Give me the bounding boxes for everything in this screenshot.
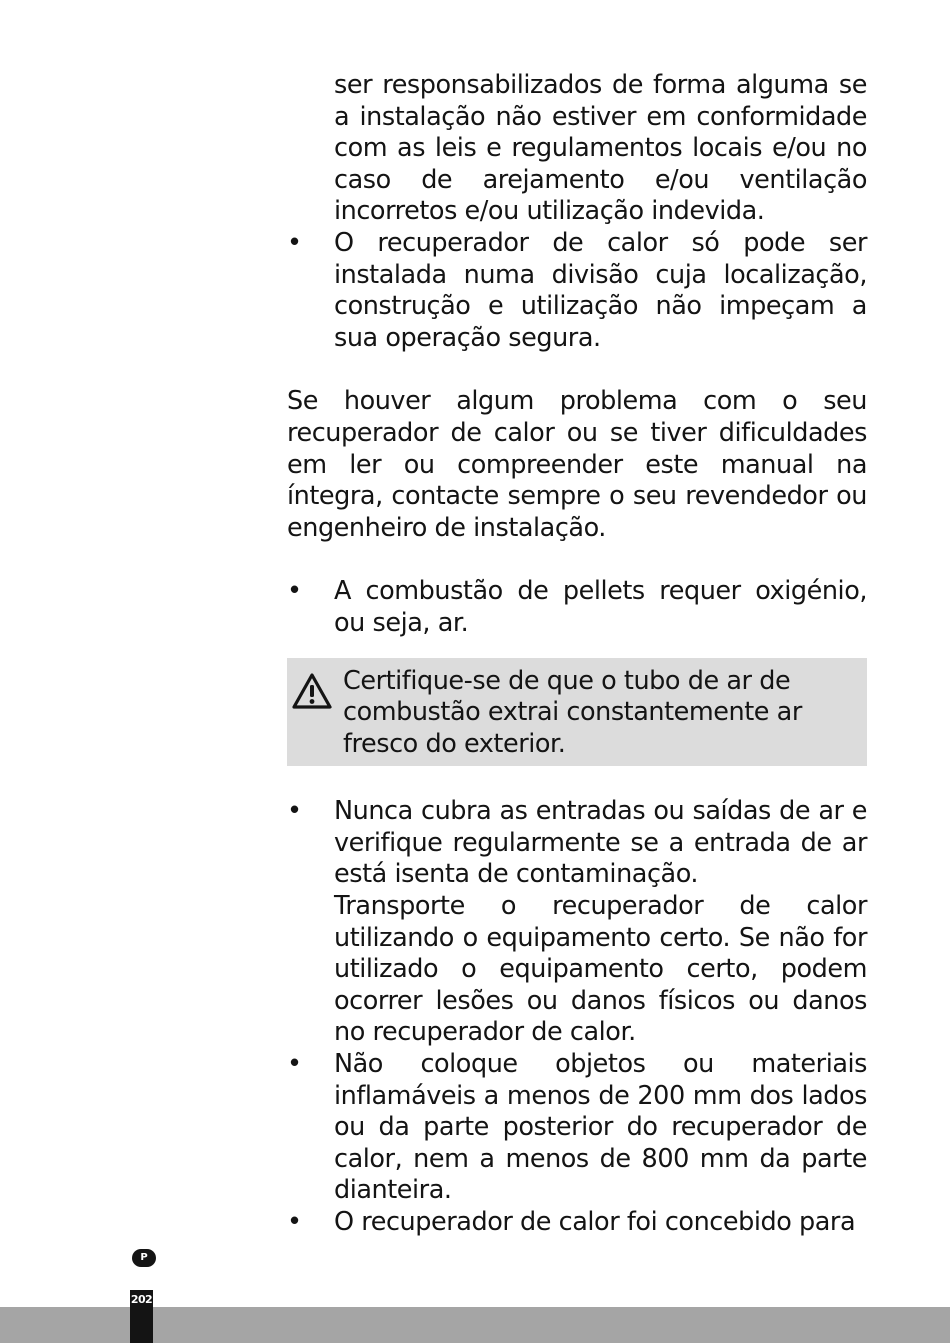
bullet-text: A combustão de pellets requer oxigénio, ou seja, ar. (334, 576, 867, 638)
bullet-item-combustion-oxygen (287, 576, 867, 639)
bullet-icon: • (287, 576, 302, 607)
continued-text: ser responsabilizados de forma alguma se a instalação não estiver em conformidade com as leis e regulamentos locais e/ou no caso de arejamento e/ou ventilação incorretos e/ou utilização indevida. (334, 70, 867, 227)
language-badge: P (132, 1249, 156, 1267)
bullet-text: Nunca cubra as entradas ou saídas de ar e verifique regularmente se a entrada de ar está isenta de contaminação. (334, 796, 867, 890)
bullet-icon: • (287, 1049, 302, 1080)
bullet-item-flammable-materials (287, 1049, 867, 1207)
bullet-item-air-inlets (287, 796, 867, 1049)
bullet-icon: • (287, 227, 302, 258)
document-body (287, 70, 867, 1239)
bullet-text: O recuperador de calor foi concebido para (334, 1207, 856, 1237)
bullet-text-continued: Transporte o recuperador de calor utilizando o equipamento certo. Se não for utilizado o equipamento certo, podem ocorrer lesões ou danos físicos ou danos no recuperador de calor. (334, 891, 867, 1048)
warning-box (287, 658, 867, 767)
bullet-text: Não coloque objetos ou materiais inflamáveis a menos de 200 mm dos lados ou da parte posterior do recuperador de calor, nem a menos de 800 mm da parte dianteira. (334, 1049, 867, 1206)
warning-triangle-icon (291, 672, 333, 710)
bullet-icon: • (287, 1207, 302, 1237)
contact-paragraph: Se houver algum problema com o seu recuperador de calor ou se tiver dificuldades em ler ou compreender este manual na íntegra, contacte sempre o seu revendedor ou engenheiro de instalação. (287, 386, 867, 543)
page-number: 202 (130, 1293, 153, 1306)
bullet-text: O recuperador de calor só pode ser instalada numa divisão cuja localização, construção e utilização não impeçam a sua operação segura. (334, 227, 867, 353)
warning-text: Certifique-se de que o tubo de ar de combustão extrai constantemente ar fresco do exterior. (343, 665, 802, 759)
bullet-item-design (287, 1207, 867, 1239)
bullet-icon: • (287, 796, 302, 827)
bullet-item-installation-room (287, 228, 867, 354)
